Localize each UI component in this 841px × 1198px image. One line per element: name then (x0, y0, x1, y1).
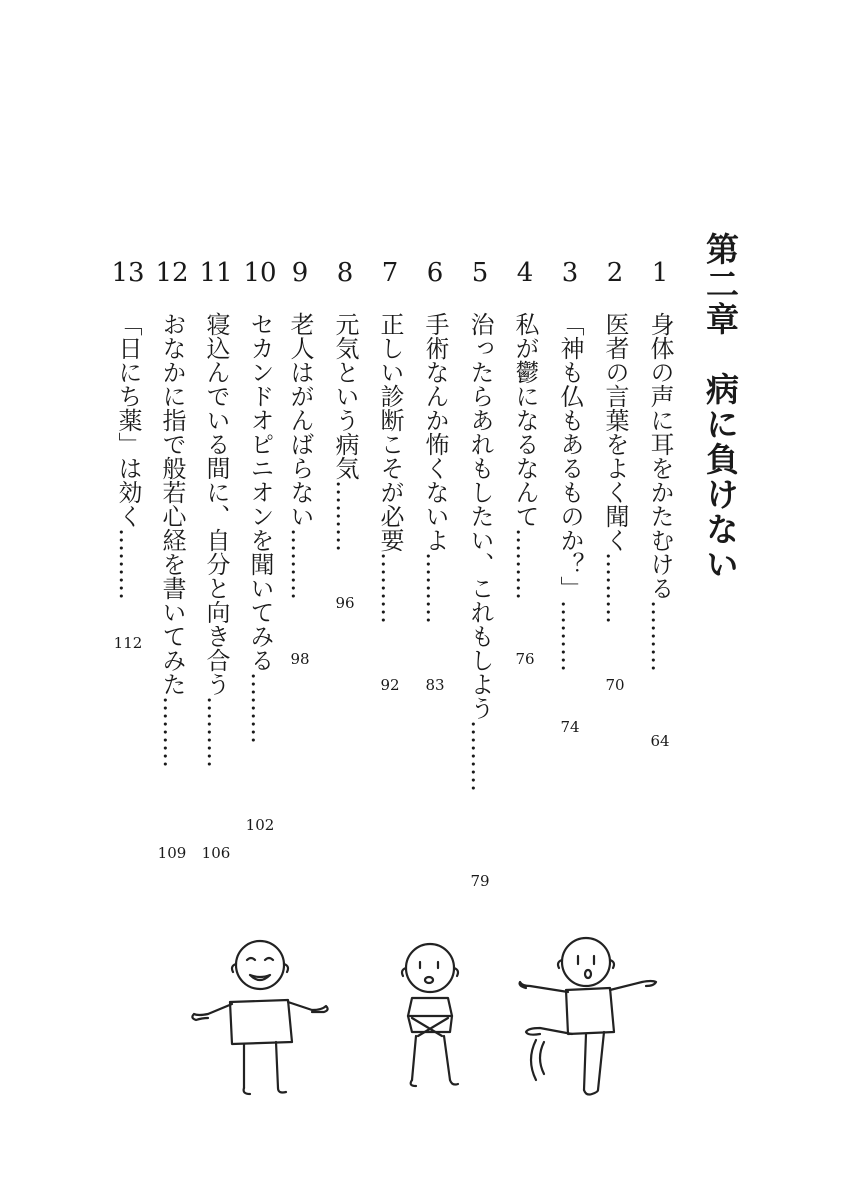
entry-page: 83 (425, 676, 445, 694)
entry-page: 112 (113, 634, 143, 652)
entry-title: おなかに指で般若心経を書いてみた……… (158, 312, 186, 768)
entry-number: 12 (155, 258, 189, 288)
toc-entry-9[interactable] (278, 258, 322, 918)
entry-page: 98 (290, 650, 310, 668)
three-characters-drawing (180, 920, 680, 1110)
entry-number: 4 (516, 258, 534, 288)
entry-number: 6 (426, 258, 444, 288)
toc-entry-13[interactable] (106, 258, 150, 918)
entry-page: 102 (245, 816, 275, 834)
entry-number: 9 (291, 258, 309, 288)
character-arms-spread (192, 941, 327, 1094)
entry-title: 手術なんか怖くないよ……… (421, 312, 449, 624)
character-balancing (520, 938, 656, 1095)
entry-number: 13 (111, 258, 145, 288)
exercise-illustration (180, 920, 680, 1110)
entry-page: 76 (515, 650, 535, 668)
toc-entry-3[interactable] (548, 258, 592, 918)
chapter-title: 第二章 病に負けない (701, 232, 740, 582)
toc-entry-12[interactable] (150, 258, 194, 918)
entry-number: 11 (199, 258, 233, 288)
entry-title: 医者の言葉をよく聞く……… (601, 312, 629, 624)
entry-title: 寝込んでいる間に、自分と向き合う……… (202, 312, 230, 768)
entry-number: 3 (561, 258, 579, 288)
toc-entry-5[interactable] (458, 258, 502, 918)
entry-number: 10 (243, 258, 277, 288)
entry-page: 79 (470, 872, 490, 890)
character-arms-crossed (402, 944, 458, 1086)
entry-page: 96 (335, 594, 355, 612)
toc-entry-11[interactable] (194, 258, 238, 918)
toc-entry-10[interactable] (238, 258, 282, 918)
toc-entry-4[interactable] (503, 258, 547, 918)
entry-page: 70 (605, 676, 625, 694)
entry-page: 64 (650, 732, 670, 750)
toc-entry-8[interactable] (323, 258, 367, 918)
entry-title: 身体の声に耳をかたむける……… (646, 312, 674, 672)
entry-title: 正しい診断こそが必要……… (376, 312, 404, 624)
entry-page: 92 (380, 676, 400, 694)
entry-page: 74 (560, 718, 580, 736)
entry-number: 7 (381, 258, 399, 288)
entry-number: 1 (651, 258, 669, 288)
entry-number: 2 (606, 258, 624, 288)
entry-page: 109 (157, 844, 187, 862)
entry-title: 治ったらあれもしたい、これもしよう……… (466, 312, 494, 792)
entry-title: 私が鬱になるなんて……… (511, 312, 539, 600)
toc-entry-2[interactable] (593, 258, 637, 918)
toc-entry-1[interactable] (638, 258, 682, 918)
toc-entry-6[interactable] (413, 258, 457, 918)
entry-page: 106 (201, 844, 231, 862)
entry-title: 元気という病気……… (331, 312, 359, 552)
entry-title: 「日にち薬」は効く……… (114, 312, 142, 600)
entry-title: セカンドオピニオンを聞いてみる……… (246, 312, 274, 744)
toc-entry-7[interactable] (368, 258, 412, 918)
entry-number: 8 (336, 258, 354, 288)
entry-title: 「神も仏もあるものか？」……… (556, 312, 584, 672)
entry-number: 5 (471, 258, 489, 288)
entry-title: 老人はがんばらない……… (286, 312, 314, 600)
